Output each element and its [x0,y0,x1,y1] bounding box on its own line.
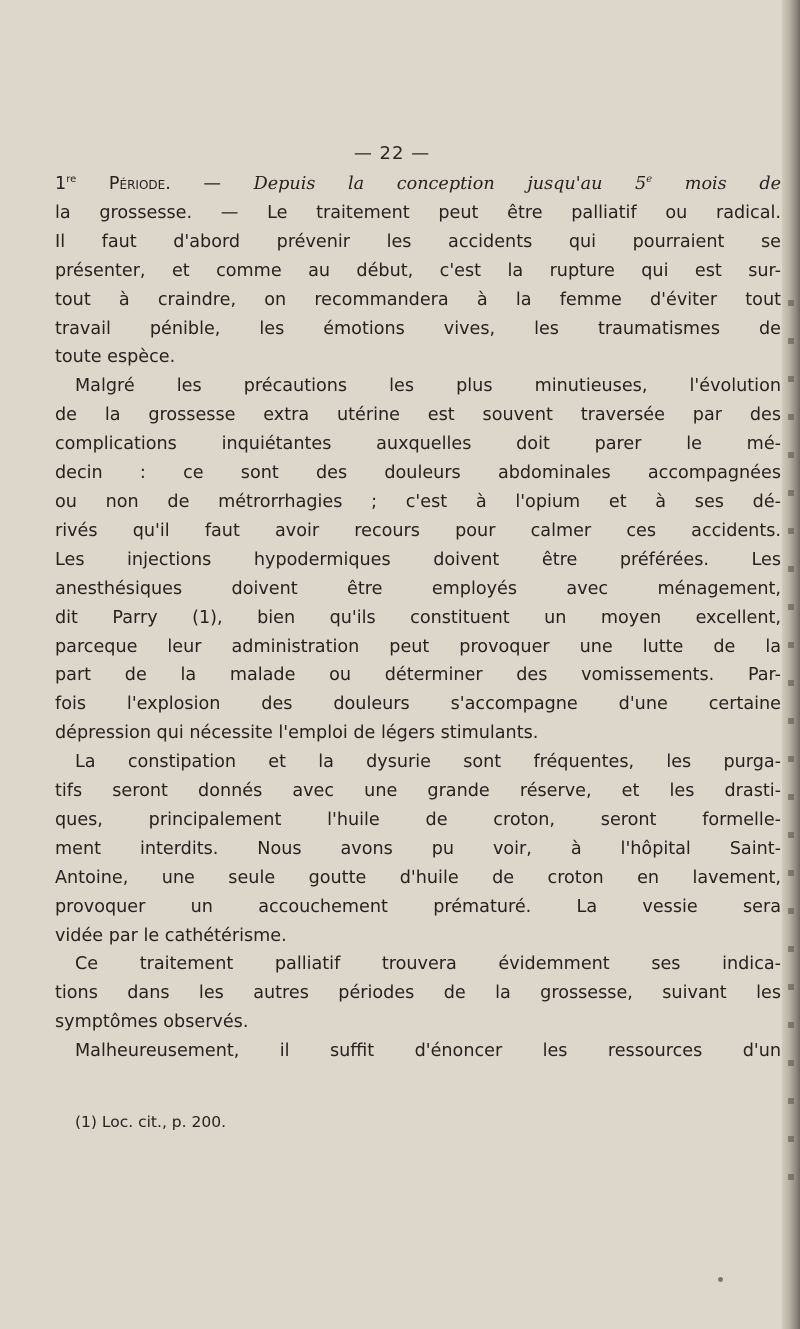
heading-italic-tail: mois de [652,174,781,194]
text-line: dépression qui nécessite l'emploi de légers stimulants. [55,723,539,744]
text-line: toute espèce. [55,347,176,368]
text-line: Antoine, une seule goutte d'huile de croton en lavement, [55,867,781,888]
text-line: parceque leur administration peut provoquer une lutte de la [55,636,781,657]
ink-speck [718,1277,723,1282]
text-line: de la grossesse extra utérine est souvent traversée par des [55,405,781,426]
heading-number-sup: re [66,174,77,186]
text-line: ques, principalement l'huile de croton, seront formelle- [55,809,781,830]
heading-italic-title: Depuis la conception jusqu'au 5 [253,174,647,194]
text-line: Les injections hypodermiques doivent être préférées. Les [55,549,781,570]
heading-word: Période. [108,174,171,194]
text-line: symptômes observés. [55,1012,249,1033]
text-line: tions dans les autres périodes de la grossesse, suivant les [55,983,781,1004]
text-line: dit Parry (1), bien qu'ils constituent un moyen excellent, [55,607,781,628]
heading-number: 1 [55,174,67,194]
body-text [55,170,781,1066]
text-line: Malgré les précautions les plus minutieuses, l'évolution [75,376,781,397]
page-number: — 22 — [353,143,431,164]
text-line: présenter, et comme au début, c'est la rupture qui est sur- [55,260,781,281]
text-line: fois l'explosion des douleurs s'accompagne d'une certaine [55,694,781,715]
text-line: rivés qu'il faut avoir recours pour calmer ces accidents. [55,520,781,541]
text-line: complications inquiétantes auxquelles doit parer le mé- [55,434,781,455]
binding-marks [788,300,794,1200]
text-line: La constipation et la dysurie sont fréquentes, les purga- [75,752,781,773]
text-line: decin : ce sont des douleurs abdominales accompagnées [55,463,781,484]
text-line: ment interdits. Nous avons pu voir, à l'hôpital Saint- [55,838,781,859]
text-line: Il faut d'abord prévenir les accidents qui pourraient se [55,231,781,252]
text-line: anesthésiques doivent être employés avec ménagement, [55,578,781,599]
text-line: travail pénible, les émotions vives, les traumatismes de [55,318,781,339]
text-line: Malheureusement, il suffit d'énoncer les ressources d'un [75,1041,781,1062]
heading-line [55,170,781,199]
heading-italic-sup: e [646,174,653,186]
text-line: ou non de métrorrhagies ; c'est à l'opium et à ses dé- [55,491,781,512]
text-line: tifs seront donnés avec une grande réserve, et les drasti- [55,781,781,802]
text-line: Ce traitement palliatif trouvera évidemment ses indica- [75,954,781,975]
footnote: (1) Loc. cit., p. 200. [75,1113,226,1131]
heading-dash: — [170,174,254,194]
text-line: la grossesse. — Le traitement peut être palliatif ou radical. [55,202,781,223]
text-line: provoquer un accouchement prématuré. La vessie sera [55,896,781,917]
text-line: part de la malade ou déterminer des vomissements. Par- [55,665,781,686]
text-line: tout à craindre, on recommandera à la femme d'éviter tout [55,289,781,310]
text-line: vidée par le cathétérisme. [55,925,287,946]
page-edge-shadow [782,0,800,1329]
